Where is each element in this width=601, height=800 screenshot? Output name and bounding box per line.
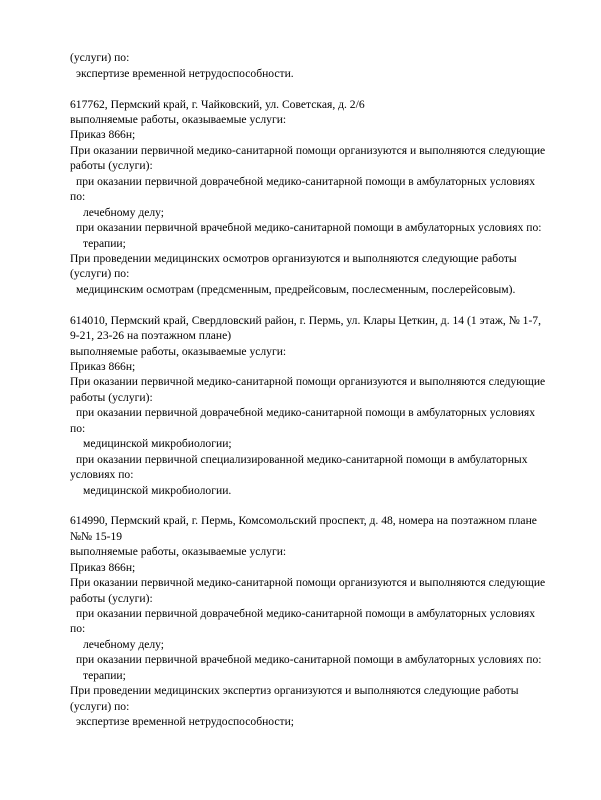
text-line: по: xyxy=(70,422,86,435)
text-line: работы (услуги): xyxy=(70,159,153,172)
text-line: при оказании первичной доврачебной медико-санитарной помощи в амбулаторных условиях xyxy=(76,607,536,620)
text-line: экспертизе временной нетрудоспособности. xyxy=(76,67,294,80)
text-line: терапии; xyxy=(83,669,126,682)
text-line: при оказании первичной врачебной медико-санитарной помощи в амбулаторных условиях по: xyxy=(76,221,542,234)
text-line: (услуги) по: xyxy=(70,700,130,713)
text-line: медицинской микробиологии. xyxy=(83,484,232,497)
address-line: 614010, Пермский край, Свердловский район, г. Пермь, ул. Клары Цеткин, д. 14 (1 этаж, № 1-7, xyxy=(70,314,542,327)
works-heading: выполняемые работы, оказываемые услуги: xyxy=(70,113,287,126)
text-line: При оказании первичной медико-санитарной помощи организуются и выполняются следующие xyxy=(70,576,546,589)
works-heading: выполняемые работы, оказываемые услуги: xyxy=(70,345,287,358)
text-line: экспертизе временной нетрудоспособности; xyxy=(76,715,295,728)
text-line: терапии; xyxy=(83,237,126,250)
text-line: при оказании первичной специализированной медико-санитарной помощи в амбулаторных xyxy=(76,453,528,466)
order-ref: Приказ 866н; xyxy=(70,128,136,141)
text-line: (услуги) по: xyxy=(70,51,130,64)
text-line: При проведении медицинских экспертиз организуются и выполняются следующие работы xyxy=(70,684,519,697)
text-line: (услуги) по: xyxy=(70,267,130,280)
works-heading: выполняемые работы, оказываемые услуги: xyxy=(70,545,287,558)
text-line: по: xyxy=(70,622,86,635)
text-line: условиях по: xyxy=(70,468,134,481)
text-line: при оказании первичной врачебной медико-санитарной помощи в амбулаторных условиях по: xyxy=(76,653,542,666)
address-line: 9-21, 23-26 на поэтажном плане) xyxy=(70,329,232,342)
text-line: лечебному делу; xyxy=(83,638,165,651)
text-line: по: xyxy=(70,190,86,203)
text-line: работы (услуги): xyxy=(70,592,153,605)
text-line: При оказании первичной медико-санитарной помощи организуются и выполняются следующие xyxy=(70,375,546,388)
text-line: При оказании первичной медико-санитарной помощи организуются и выполняются следующие xyxy=(70,144,546,157)
text-line: медицинской микробиологии; xyxy=(83,437,232,450)
text-line: медицинским осмотрам (предсменным, предрейсовым, послесменным, послерейсовым). xyxy=(76,283,516,296)
address-line: 614990, Пермский край, г. Пермь, Комсомольский проспект, д. 48, номера на поэтажном плане xyxy=(70,514,537,527)
text-line: работы (услуги): xyxy=(70,391,153,404)
address-line: 617762, Пермский край, г. Чайковский, ул. Советская, д. 2/6 xyxy=(70,98,365,111)
text-line: при оказании первичной доврачебной медико-санитарной помощи в амбулаторных условиях xyxy=(76,406,536,419)
text-line: лечебному делу; xyxy=(83,206,165,219)
order-ref: Приказ 866н; xyxy=(70,561,136,574)
text-line: При проведении медицинских осмотров организуются и выполняются следующие работы xyxy=(70,252,517,265)
text-line: при оказании первичной доврачебной медико-санитарной помощи в амбулаторных условиях xyxy=(76,175,536,188)
address-line: №№ 15-19 xyxy=(70,530,123,543)
order-ref: Приказ 866н; xyxy=(70,360,136,373)
